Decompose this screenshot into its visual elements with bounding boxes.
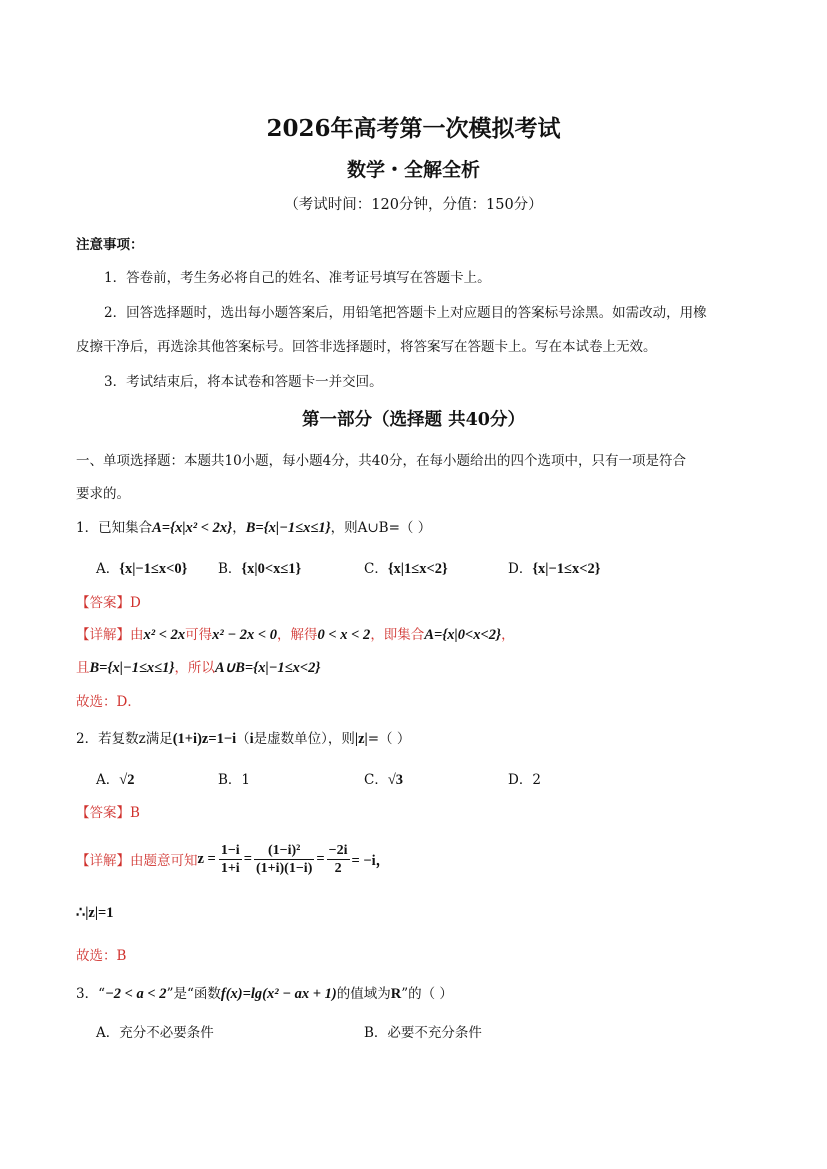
- q1-d1-f: 0 < x < 2: [317, 627, 371, 643]
- q2-fraction-2-num: (1−i)²: [254, 842, 314, 860]
- notice-heading: 注意事项：: [76, 237, 144, 253]
- q2-answer-value: B: [130, 805, 140, 821]
- q2-option-c: [364, 768, 403, 789]
- q2-fraction-2: [254, 842, 314, 877]
- q2-i-symbol: i: [249, 731, 254, 747]
- q1-d2-d: A∪B={x|−1≤x<2}: [214, 660, 321, 676]
- q1-d1-i: ，: [501, 627, 515, 643]
- q2-option-c-text: √3: [387, 772, 404, 788]
- q1-option-a-label: A．: [96, 561, 120, 577]
- q2-stem-mid: （: [236, 731, 250, 747]
- q2-option-d-label: D．: [508, 772, 533, 788]
- q1-option-d-label: D．: [508, 561, 533, 577]
- notice-item-2-line-2: 皮擦干净后，再选涂其他答案标号。回答非选择题时，将答案写在答题卡上。写在本试卷上无效。: [76, 339, 657, 355]
- q2-fraction-3-den: 2: [334, 860, 342, 876]
- q1-option-b: [218, 557, 301, 578]
- q1-option-c: [364, 557, 448, 578]
- q1-d1-c: 可得: [185, 627, 213, 643]
- q1-detail-line-2: [76, 656, 320, 677]
- part1-intro-line-1: 一、单项选择题：本题共10小题，每小题4分，共40分，在每小题给出的四个选项中，只有一项是符合: [76, 453, 686, 469]
- q3-range: R: [390, 986, 402, 1002]
- q2-stem-pre: 2．若复数z满足: [76, 731, 173, 747]
- q1-d1-d: x² − 2x < 0: [212, 627, 278, 643]
- q2-stem-mid2: 是虚数单位），则: [253, 731, 355, 747]
- q2-conclusion: 故选：B: [76, 948, 127, 964]
- exam-subtitle: 数学・全解全析: [346, 159, 480, 181]
- q3-stem-mid2: 的值域为: [336, 986, 391, 1002]
- q2-option-b-label: B．: [218, 772, 242, 788]
- q2-equals-2: =: [316, 850, 325, 867]
- q1-option-a-text: {x|−1≤x<0}: [119, 561, 188, 577]
- q2-option-b-text: 1: [241, 772, 251, 788]
- q2-abs-z: |z|: [354, 731, 368, 747]
- q2-answer: [76, 801, 140, 821]
- q2-fraction-1-den: 1+i: [220, 860, 240, 876]
- q2-option-a: [96, 768, 134, 789]
- q1-d1-e: ，解得: [277, 627, 318, 643]
- q1-detail-tag: 【详解】: [76, 627, 130, 643]
- q1-detail-line-1: [76, 623, 515, 644]
- q2-answer-tag: 【答案】: [76, 805, 130, 821]
- q2-z-equals: z =: [197, 850, 216, 867]
- q1-answer: [76, 591, 141, 611]
- q3-stem-pre: 3．“: [76, 986, 105, 1002]
- q1-option-c-label: C．: [364, 561, 388, 577]
- q2-detail-line-1: [76, 838, 390, 880]
- q1-option-d-text: {x|−1≤x<2}: [532, 561, 601, 577]
- q2-result: ∴|z|=1: [76, 905, 114, 921]
- q1-d1-g: ，即集合: [370, 627, 425, 643]
- q3-option-b-text: 必要不充分条件: [387, 1025, 482, 1041]
- q1-answer-value: D: [130, 595, 141, 611]
- q3-stem-mid: ”是“函数: [166, 986, 221, 1002]
- q2-option-a-text: √2: [119, 772, 135, 788]
- q2-option-b: [218, 768, 250, 788]
- q3-stem-post: ”的（ ）: [401, 986, 453, 1002]
- q2-fraction-1: [219, 842, 242, 877]
- q2-option-c-label: C．: [364, 772, 388, 788]
- question-1-stem: [76, 516, 431, 537]
- q3-function: f(x)=lg(x² − ax + 1): [220, 986, 337, 1002]
- q2-fraction-2-den: (1+i)(1−i): [255, 860, 313, 876]
- part1-heading: 第一部分（选择题 共40分）: [302, 410, 525, 430]
- q3-option-b: [364, 1021, 482, 1041]
- q2-detail-tag: 【详解】: [76, 853, 130, 869]
- q3-option-b-label: B．: [364, 1025, 388, 1041]
- q1-comma: ，: [232, 520, 246, 536]
- question-2-stem: [76, 727, 410, 748]
- q1-option-d: [508, 557, 600, 578]
- q1-d1-a: 由: [130, 627, 144, 643]
- q1-set-a: A={x|x² < 2x}: [152, 520, 233, 536]
- q1-stem-pre: 1．已知集合: [76, 520, 153, 536]
- q1-option-a: [96, 557, 187, 578]
- q1-option-b-text: {x|0<x≤1}: [241, 561, 302, 577]
- q2-option-a-label: A．: [96, 772, 120, 788]
- q1-answer-tag: 【答案】: [76, 595, 130, 611]
- notice-item-3: 3．考试结束后，将本试卷和答题卡一并交回。: [104, 374, 383, 390]
- q3-condition: −2 < a < 2: [105, 986, 167, 1002]
- q1-d2-b: B={x|−1≤x≤1}: [89, 660, 175, 676]
- q1-d2-c: ，所以: [174, 660, 215, 676]
- notice-item-2-line-1: 2．回答选择题时，选出每小题答案后，用铅笔把答题卡上对应题目的答案标号涂黑。如需改动，用橡: [104, 305, 707, 321]
- part1-intro-line-2: 要求的。: [76, 486, 130, 502]
- q1-d1-h: A={x|0<x<2}: [424, 627, 502, 643]
- q2-stem-post: =（ ）: [367, 731, 411, 747]
- q2-equation: (1+i)z=1−i: [172, 731, 237, 747]
- notice-item-1: 1．答卷前，考生务必将自己的姓名、准考证号填写在答题卡上。: [104, 270, 491, 286]
- q1-option-c-text: {x|1≤x<2}: [387, 561, 448, 577]
- q1-option-b-label: B．: [218, 561, 242, 577]
- q2-option-d-text: 2: [532, 772, 541, 788]
- exam-title: 2026年高考第一次模拟考试: [266, 115, 561, 142]
- q3-option-a: [96, 1021, 214, 1041]
- q3-option-a-text: 充分不必要条件: [119, 1025, 214, 1041]
- q2-equals-1: =: [243, 850, 252, 867]
- q3-option-a-label: A．: [96, 1025, 120, 1041]
- q2-fraction-3: [327, 842, 350, 877]
- q1-set-b: B={x|−1≤x≤1}: [245, 520, 331, 536]
- q1-conclusion: 故选：D．: [76, 694, 141, 710]
- q1-d1-b: x² < 2x: [143, 627, 186, 643]
- q2-d1-a: 由题意可知: [130, 853, 198, 869]
- q1-stem-post: ，则A∪B=（ ）: [330, 520, 432, 536]
- exam-info: （考试时间：120分钟，分值：150分）: [284, 197, 543, 213]
- question-3-stem: [76, 982, 453, 1003]
- q1-d2-a: 且: [76, 660, 90, 676]
- q2-tail: = −i，: [351, 852, 391, 869]
- q2-fraction-1-num: 1−i: [220, 842, 240, 858]
- q2-fraction-3-num: −2i: [328, 842, 348, 858]
- q2-option-d: [508, 768, 541, 788]
